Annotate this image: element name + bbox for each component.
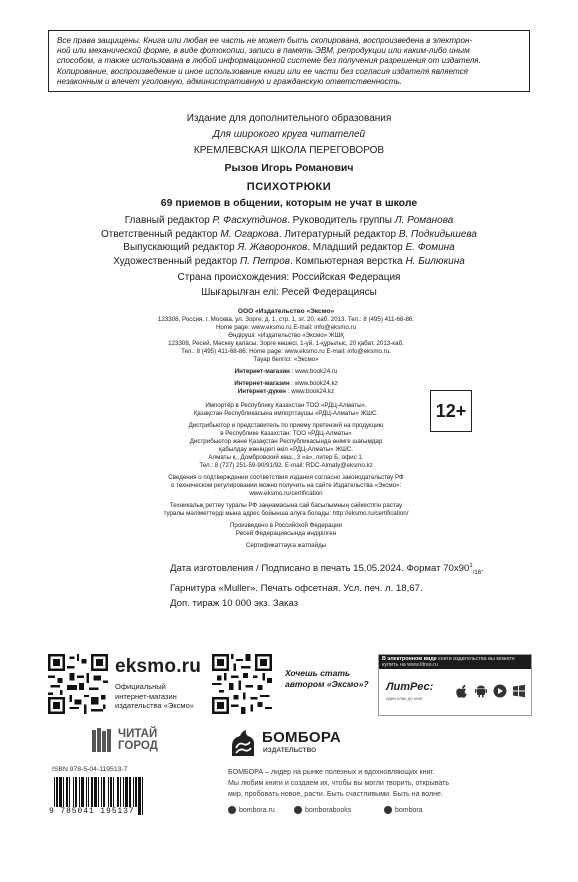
bombora-vk-link[interactable]: bomborabooks — [294, 806, 351, 814]
made-in: Произведено в Российской Федерации — [229, 522, 343, 529]
certification-info-kz: туралы мәліметтерді мына адрес бойынша алуға болады: http://eksmo.ru/certification/ — [163, 510, 409, 517]
audience: Для широкого круга читателей — [212, 129, 366, 140]
book-subtitle: 69 приемов в общении, которым не учат в школе — [160, 197, 418, 209]
vk-icon — [294, 806, 302, 814]
copyright-line: незаконным и влечет уголовную, административную и гражданскую ответственность. — [57, 76, 402, 86]
web-icon — [228, 806, 236, 814]
certification-info: Сведения о подтверждении соответствия издания согласно законодательству РФ — [168, 474, 404, 481]
bombora-telegram-link[interactable]: bombora — [384, 806, 423, 814]
bombora-name: БОМБОРА — [262, 729, 342, 746]
barcode-number: 9 785041 195137 — [49, 807, 135, 816]
eksmo-site-link[interactable]: eksmo.ru — [115, 656, 202, 677]
online-shop-kz: Интернет-магазин : www.book24.kz — [234, 380, 338, 387]
distributor-kz: қабылдау жөніндегі өкіл «РДЦ-Алматы» ЖШС. — [219, 446, 353, 453]
printing-info — [170, 559, 484, 611]
copyright-notice — [48, 30, 530, 92]
bombora-logo-icon — [228, 728, 258, 758]
play-store-icon[interactable] — [493, 684, 507, 698]
copyright-line: способом, а также использована в любой информационной системе без получения разрешения от издателя. — [57, 56, 481, 66]
book-title: ПСИХОТРЮКИ — [246, 181, 332, 193]
print-typeface: Гарнитура «Muller». Печать офсетная. Усл. печ. л. 18,67. — [170, 583, 423, 595]
online-shop-kz-kaz: Интернет-дүкен : www.book24.kz — [237, 388, 335, 395]
bombora-subtitle: ИЗДАТЕЛЬСТВО — [263, 747, 317, 754]
distributor-address: Алматы қ., Домбровский көш., 3 «а», литер Б, офис 1. — [208, 454, 364, 461]
certification-info-kz: Техникалық реттеу туралы РФ заңнамасына сай басылымның сәйкестігін растау — [169, 502, 403, 509]
publisher-contacts: Home page: www.eksmo.ru E-mail: info@eksmo.ru — [215, 324, 357, 331]
eksmo-qr-code-icon[interactable] — [48, 654, 108, 714]
litres-header: В электронном виде книги издательства вы можете купить на www.litres.ru — [379, 655, 531, 669]
edition-info — [0, 111, 578, 159]
staff-row: Выпускающий редактор Я. Жаворонков. Младший редактор Е. Фомина — [123, 242, 455, 253]
age-rating-badge: 12+ — [430, 390, 472, 432]
made-in-kz: Ресей Федерациясында өндірілген — [235, 530, 337, 537]
bombora-description: БОМБОРА – лидер на рынке полезных и вдохновляющих книг. Мы любим книги и создаем их, чтобы вы могли творить, открывать мир, пробовать новое, расти. Быть счастливыми. Быть на волне. — [228, 768, 450, 798]
litres-tagline: один клик до книг — [386, 696, 423, 701]
publisher-contacts-kz: Тел.: 8 (495) 411-68-86. Home page: www.eksmo.ru E-mail: info@eksmo.ru. — [181, 348, 391, 355]
edition-type: Издание для дополнительного образования — [186, 113, 392, 124]
footer — [0, 640, 578, 840]
staff-row: Художественный редактор П. Петров. Компьютерная верстка Н. Билюкина — [113, 255, 465, 267]
publisher-name: ООО «Издательство «Эксмо» — [237, 308, 335, 315]
become-author-prompt[interactable]: Хочешь стать автором «Эксмо»? — [285, 668, 369, 689]
windows-icon[interactable] — [512, 684, 526, 698]
online-shop-ru: Интернет-магазин : www.book24.ru — [234, 368, 338, 375]
author-qr-code-icon[interactable] — [212, 654, 272, 714]
isbn: ISBN 978-5-04-119513-7 — [52, 766, 128, 773]
apple-icon[interactable] — [455, 684, 469, 698]
books-icon — [92, 728, 114, 752]
country-of-origin — [0, 271, 578, 300]
origin-kz: Шығарылған елі: Ресей Федерациясы — [201, 286, 377, 298]
certification-link: www.eksmo.ru/certification — [249, 490, 323, 497]
trademark: Тауар белгісі: «Эксмо» — [253, 356, 319, 363]
distributor: Дистрибьютор и представитель по приему претензий на продукцию — [188, 422, 384, 429]
author-name: Рызов Игорь Романович — [224, 162, 354, 174]
importer: Импортёр в Республику Казахстан ТОО «РДЦ-Алматы». — [205, 402, 367, 409]
origin-ru: Страна происхождения: Российская Федерация — [177, 272, 401, 283]
publisher-address: 123308, Россия, г. Москва, ул. Зорге, д. 1, стр. 1, эт. 20, каб. 2013. Тел.: 8 (495) 411-68-86. — [157, 316, 415, 323]
publisher-details — [116, 308, 456, 550]
distributor-kz: Дистрибьютор және Қазақстан Республикасында өнімге шағымдар — [189, 438, 383, 445]
distributor: в Республике Казахстан: ТОО «РДЦ-Алматы» — [220, 430, 352, 437]
copyright-line: ной или механической форме, в виде фотокопии, записи в память ЭВМ, репродукции или каким-либо иным — [57, 46, 470, 56]
publisher-address-kz: 123308, Ресей, Мәскеу қаласы, Зорге көшесі, 1-үй, 1-құрылыс, 20 қабат, 2013-каб. — [168, 340, 404, 347]
copyright-line: Все права защищены. Книга или любая ее часть не может быть скопирована, воспроизведена в электрон- — [57, 36, 473, 45]
importer-kz: Қазақстан Республикасына импорттаушы «РДЦ-Алматы» ЖШС. — [193, 410, 379, 417]
bombora-site-link[interactable]: bombora.ru — [228, 806, 275, 814]
certification-info: о техническом регулировании можно получить на сайте Издательства «Эксмо»: — [170, 482, 402, 489]
eksmo-shop-description: Официальный интернет-магазин издательства «Эксмо» — [115, 682, 194, 710]
chitai-gorod-logo: ЧИТАЙ ГОРОД — [92, 726, 164, 756]
print-date-format: Дата изготовления / Подписано в печать 15.05.2024. Формат $70х90^1_{/16}$. — [170, 563, 484, 577]
bombora-socials — [228, 806, 528, 818]
not-certified: Сертификаттауға жатпайды — [245, 542, 327, 549]
print-run: Доп. тираж 10 000 экз. Заказ — [170, 598, 299, 610]
series-name: КРЕМЛЕВСКАЯ ШКОЛА ПЕРЕГОВОРОВ — [193, 145, 385, 156]
publisher-name-kz: Өндіруші: «Издательство «Эксмо» ЖШҚ — [228, 332, 344, 339]
telegram-icon — [384, 806, 392, 814]
distributor-contacts: Тел.: 8 (727) 251-59-90/91/92. E-mail: RDC-Almaty@eksmo.kz — [199, 462, 373, 469]
litres-banner[interactable] — [378, 654, 532, 716]
copyright-line: Копирование, воспроизведение и иное использование книги или ее части без согласия издателя является — [57, 66, 468, 76]
android-icon[interactable] — [474, 684, 488, 698]
litres-logo: ЛитРес: — [386, 681, 434, 693]
staff-row: Главный редактор Р. Фасхутдинов. Руководитель группы Л. Романова — [124, 215, 454, 226]
staff-row: Ответственный редактор М. Огаркова. Литературный редактор В. Подкидышева — [101, 228, 477, 240]
editorial-staff — [0, 214, 578, 268]
